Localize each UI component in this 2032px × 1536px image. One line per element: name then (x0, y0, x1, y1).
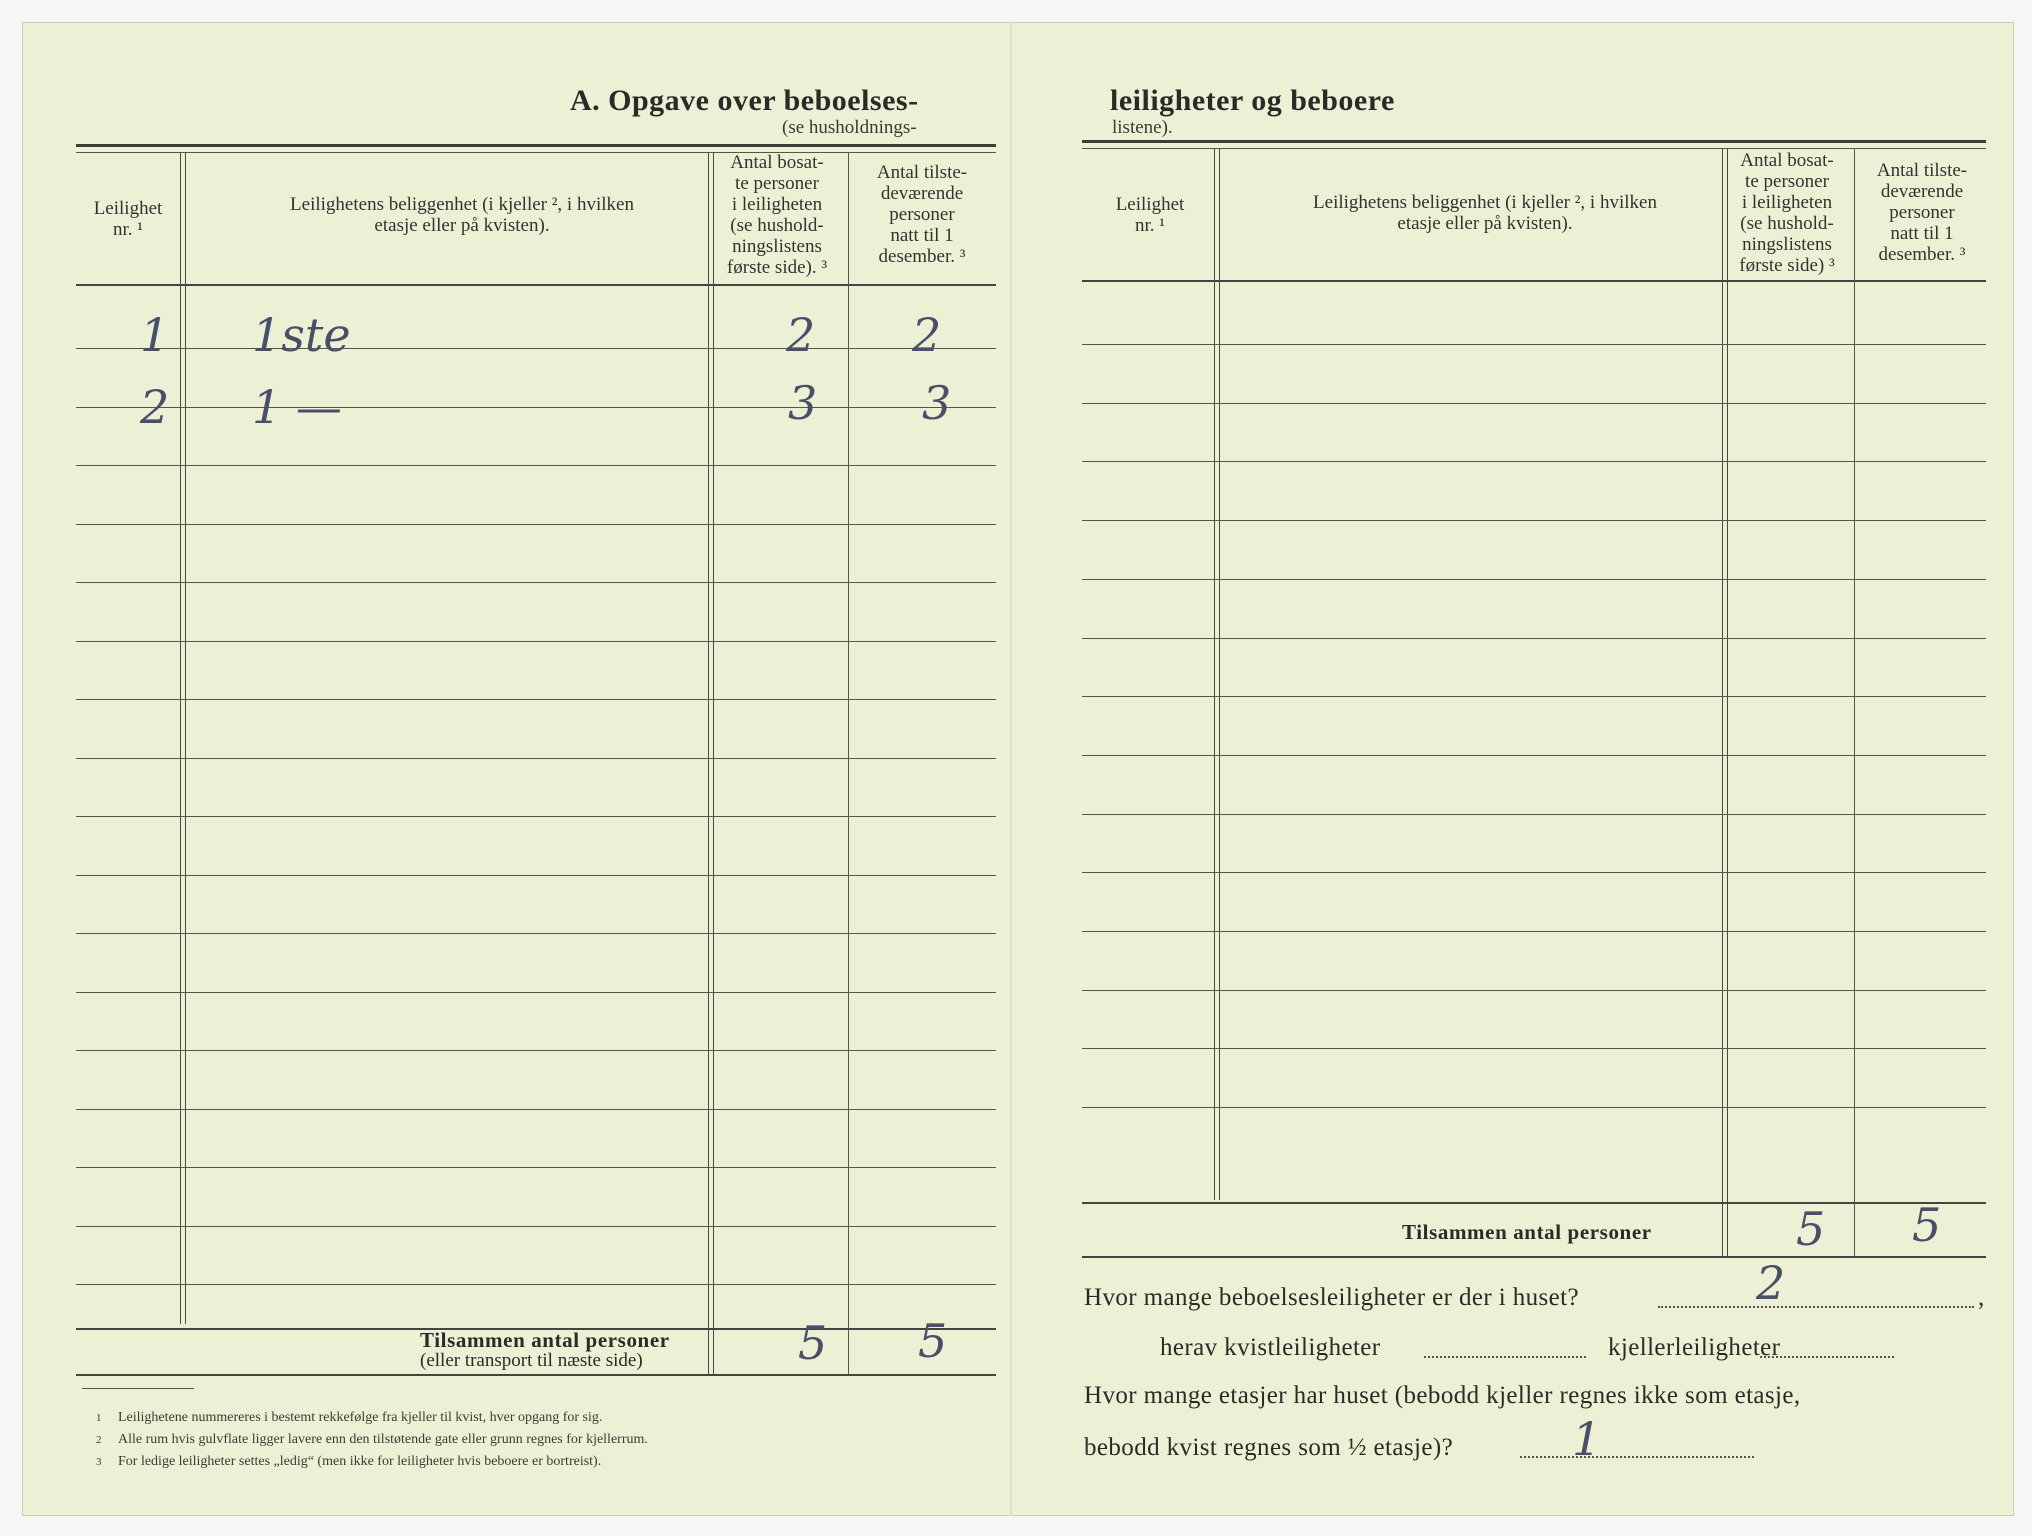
right-subheading: listene). (1112, 117, 1173, 138)
left-row-line (76, 1050, 996, 1051)
left-row-line (76, 348, 996, 349)
right-row-line (1082, 344, 1986, 345)
left-row-line (76, 1284, 996, 1285)
left-total-resident: 5 (798, 1316, 828, 1370)
answer-apartments: 2 (1756, 1256, 1786, 1310)
answer-line-floors (1520, 1456, 1754, 1458)
left-row-line (76, 524, 996, 525)
left-col-divider-3 (848, 152, 849, 1374)
question-floors-line-2: bebodd kvist regnes som ½ etasje)? (1084, 1434, 1454, 1461)
right-total-label: Tilsammen antal personer (1402, 1220, 1652, 1244)
left-row-line (76, 1226, 996, 1227)
left-row-1-nr: 1 (140, 308, 170, 362)
left-row-2-present: 3 (922, 376, 952, 430)
left-page (22, 22, 1012, 1516)
left-row-line (76, 641, 996, 642)
answer-line-apartments (1658, 1306, 1974, 1308)
right-col-resident-header: Antal bosat- te personer i leiligheten (se hushold- ningslistens første side) ³ (1739, 150, 1835, 276)
left-total-present: 5 (918, 1314, 948, 1368)
right-top-rule (1082, 140, 1986, 143)
left-row-2-nr: 2 (140, 380, 170, 434)
footnote-3: 3 For ledige leiligheter settes „ledig“ (men ikke for leiligheter hvis beboere er bortreist). (96, 1454, 602, 1469)
footnote-1: 1 Leilighetene nummereres i bestemt rekkefølge fra kjeller til kvist, hver opgang for sig. (96, 1410, 603, 1425)
census-form-sheet (22, 22, 2014, 1516)
left-subheading: (se husholdnings- (782, 117, 917, 138)
right-col-location-header: Leilighetens beliggenhet (i kjeller ², i hvilken etasje eller på kvisten). (1313, 192, 1657, 234)
left-row-line (76, 582, 996, 583)
question-floors-line-1: Hvor mange etasjer har huset (bebodd kjeller regnes ikke som etasje, (1084, 1382, 1801, 1409)
left-col-divider-1 (180, 152, 186, 1324)
right-total-bottom-rule (1082, 1256, 1986, 1258)
left-row-line (76, 407, 996, 408)
left-col-divider-2 (708, 152, 714, 1374)
left-row-1-location: 1ste (252, 308, 351, 362)
right-total-resident: 5 (1796, 1202, 1826, 1256)
right-row-line (1082, 1107, 1986, 1108)
left-row-1-resident: 2 (786, 308, 816, 362)
left-total-bottom-rule (76, 1374, 996, 1376)
left-total-sub: (eller transport til næste side) (420, 1350, 643, 1371)
right-page (1012, 22, 2014, 1516)
answer-line-attic (1424, 1356, 1586, 1358)
left-col-present-header: Antal tilste- deværende personer natt til 1 desember. ³ (876, 162, 968, 267)
left-heading: A. Opgave over beboelses- (570, 84, 919, 117)
left-row-line (76, 875, 996, 876)
right-row-line (1082, 403, 1986, 404)
right-col-divider-1 (1214, 148, 1220, 1200)
question-apartments-comma: , (1978, 1284, 1985, 1311)
left-row-line (76, 992, 996, 993)
right-row-line (1082, 579, 1986, 580)
question-attic-apartments: herav kvistleiligheter (1160, 1334, 1381, 1361)
answer-line-basement (1760, 1356, 1894, 1358)
left-row-line (76, 816, 996, 817)
right-col-divider-2 (1722, 148, 1728, 1256)
left-top-rule (76, 144, 996, 147)
right-row-line (1082, 461, 1986, 462)
right-row-line (1082, 696, 1986, 697)
footnote-rule (82, 1388, 194, 1389)
right-col-nr-header: Leilighet nr. ¹ (1115, 194, 1185, 236)
question-basement-apartments: kjellerleiligheter (1608, 1334, 1781, 1361)
right-row-line (1082, 872, 1986, 873)
right-total-top-rule (1082, 1202, 1986, 1204)
left-row-2-location: 1 — (252, 380, 342, 434)
right-heading: leiligheter og beboere (1110, 84, 1395, 117)
left-col-nr-header: Leilighet nr. ¹ (93, 198, 163, 240)
right-row-line (1082, 931, 1986, 932)
left-row-1-present: 2 (912, 308, 942, 362)
left-row-line (76, 758, 996, 759)
left-row-line (76, 699, 996, 700)
left-row-2-resident: 3 (788, 376, 818, 430)
right-row-line (1082, 755, 1986, 756)
question-apartments: Hvor mange beboelsesleiligheter er der i huset? (1084, 1284, 1580, 1311)
left-header-bottom-rule (76, 284, 996, 286)
left-top-rule-thin (76, 152, 996, 153)
left-row-line (76, 1109, 996, 1110)
left-col-location-header: Leilighetens beliggenhet (i kjeller ², i hvilken etasje eller på kvisten). (290, 194, 634, 236)
right-col-present-header: Antal tilste- deværende personer natt til 1 desember. ³ (1876, 160, 1968, 265)
right-row-line (1082, 1048, 1986, 1049)
left-row-line (76, 465, 996, 466)
answer-floors: 1 (1572, 1412, 1602, 1466)
right-col-divider-3 (1854, 148, 1855, 1256)
right-total-present: 5 (1912, 1198, 1942, 1252)
left-total-label: Tilsammen antal personer (420, 1328, 670, 1352)
footnote-2: 2 Alle rum hvis gulvflate ligger lavere enn den tilstøtende gate eller grunn regnes for kjellerrum. (96, 1432, 648, 1447)
left-row-line (76, 1167, 996, 1168)
right-row-line (1082, 814, 1986, 815)
left-col-resident-header: Antal bosat- te personer i leiligheten (se hushold- ningslistens første side). ³ (726, 152, 828, 278)
right-row-line (1082, 990, 1986, 991)
left-row-line (76, 933, 996, 934)
right-row-line (1082, 638, 1986, 639)
right-row-line (1082, 520, 1986, 521)
